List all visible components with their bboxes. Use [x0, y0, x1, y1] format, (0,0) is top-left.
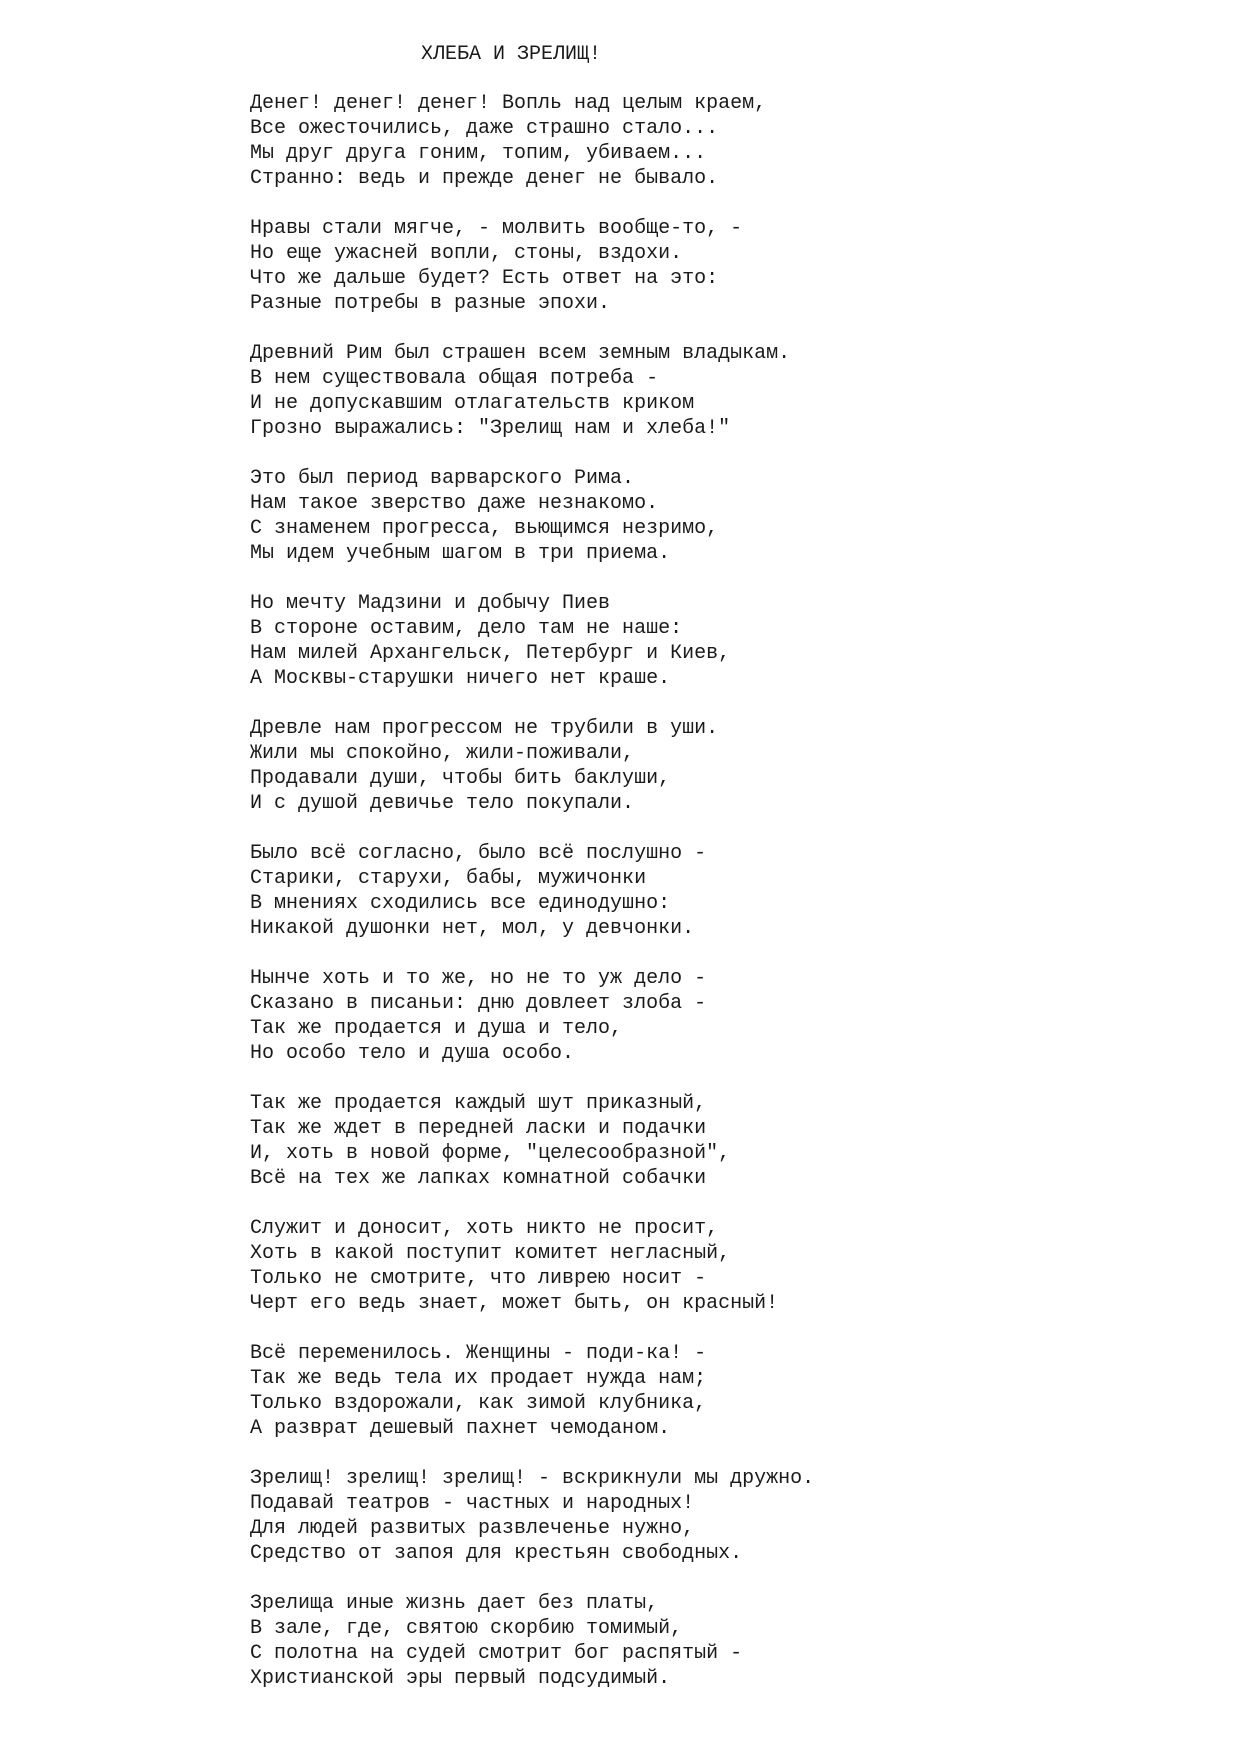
poem-line: Всё на тех же лапках комнатной собачки	[250, 1167, 707, 1190]
stanza	[250, 591, 814, 691]
poem-line: С полотна на судей смотрит бог распятый -	[250, 1642, 743, 1665]
poem-line: Зрелища иные жизнь дает без платы,	[250, 1592, 659, 1615]
stanza	[250, 716, 814, 816]
poem-line: Подавай театров - частных и народных!	[250, 1492, 695, 1515]
poem-line: С знаменем прогресса, вьющимся незримо,	[250, 517, 719, 540]
poem-line: Разные потребы в разные эпохи.	[250, 292, 611, 315]
poem-line: Но особо тело и душа особо.	[250, 1042, 575, 1065]
stanza	[250, 1216, 814, 1316]
poem-line: Так же ведь тела их продает нужда нам;	[250, 1367, 707, 1390]
poem-line: Все ожесточились, даже страшно стало...	[250, 117, 719, 140]
poem-line: Хоть в какой поступит комитет негласный,	[250, 1242, 731, 1265]
poem-line: А Москвы-старушки ничего нет краше.	[250, 667, 671, 690]
poem-line: Служит и доносит, хоть никто не просит,	[250, 1217, 719, 1240]
stanza	[250, 1466, 814, 1566]
poem-line: И, хоть в новой форме, "целесообразной",	[250, 1142, 731, 1165]
poem-line: Никакой душонки нет, мол, у девчонки.	[250, 917, 695, 940]
poem-line: Зрелищ! зрелищ! зрелищ! - вскрикнули мы дружно.	[250, 1467, 815, 1490]
poem-line: Нравы стали мягче, - молвить вообще-то, -	[250, 217, 743, 240]
poem-line: Мы друг друга гоним, топим, убиваем...	[250, 142, 707, 165]
poem-line: Так же продается и душа и тело,	[250, 1017, 623, 1040]
poem-line: И с душой девичье тело покупали.	[250, 792, 635, 815]
poem-line: Черт его ведь знает, может быть, он красный!	[250, 1292, 779, 1315]
poem-line: И не допускавшим отлагательств криком	[250, 392, 695, 415]
poem-line: В зале, где, святою скорбию томимый,	[250, 1617, 683, 1640]
poem-line: В мнениях сходились все единодушно:	[250, 892, 671, 915]
stanza	[250, 966, 814, 1066]
poem-line: Христианской эры первый подсудимый.	[250, 1667, 671, 1690]
poem-line: Так же продается каждый шут приказный,	[250, 1092, 707, 1115]
poem-line: Продавали души, чтобы бить баклуши,	[250, 767, 671, 790]
poem-line: Мы идем учебным шагом в три приема.	[250, 542, 671, 565]
stanza	[250, 341, 814, 441]
stanza	[250, 1591, 814, 1691]
stanza	[250, 1341, 814, 1441]
stanza	[250, 841, 814, 941]
poem-line: Что же дальше будет? Есть ответ на это:	[250, 267, 719, 290]
poem-title: ХЛЕБА И ЗРЕЛИЩ!	[421, 43, 602, 66]
poem-line: Нам милей Архангельск, Петербург и Киев,	[250, 642, 731, 665]
poem-line: Нам такое зверство даже незнакомо.	[250, 492, 659, 515]
poem-line: Всё переменилось. Женщины - поди-ка! -	[250, 1342, 707, 1365]
poem-line: Это был период варварского Рима.	[250, 467, 635, 490]
poem-line: Так же ждет в передней ласки и подачки	[250, 1117, 707, 1140]
poem-line: Древле нам прогрессом не трубили в уши.	[250, 717, 719, 740]
poem-line: Было всё согласно, было всё послушно -	[250, 842, 707, 865]
poem-line: Только не смотрите, что ливрею носит -	[250, 1267, 707, 1290]
stanza	[250, 91, 814, 191]
poem-line: Жили мы спокойно, жили-поживали,	[250, 742, 635, 765]
poem-body	[250, 91, 814, 1716]
poem-line: Грозно выражались: "Зрелищ нам и хлеба!"	[250, 417, 731, 440]
poem-line: Средство от запоя для крестьян свободных.	[250, 1542, 743, 1565]
stanza	[250, 216, 814, 316]
stanza	[250, 466, 814, 566]
poem-line: Но мечту Мадзини и добычу Пиев	[250, 592, 611, 615]
poem-line: Только вздорожали, как зимой клубника,	[250, 1392, 707, 1415]
stanza	[250, 1091, 814, 1191]
poem-line: Сказано в писаньи: дню довлеет злоба -	[250, 992, 707, 1015]
poem-line: А разврат дешевый пахнет чемоданом.	[250, 1417, 671, 1440]
poem-line: Но еще ужасней вопли, стоны, вздохи.	[250, 242, 683, 265]
poem-line: В стороне оставим, дело там не наше:	[250, 617, 683, 640]
poem-line: Старики, старухи, бабы, мужичонки	[250, 867, 647, 890]
poem-line: Для людей развитых развлеченье нужно,	[250, 1517, 695, 1540]
poem-line: Странно: ведь и прежде денег не бывало.	[250, 167, 719, 190]
poem-line: Нынче хоть и то же, но не то уж дело -	[250, 967, 707, 990]
poem-line: Денег! денег! денег! Вопль над целым краем,	[250, 92, 767, 115]
poem-line: В нем существовала общая потреба -	[250, 367, 659, 390]
poem-line: Древний Рим был страшен всем земным владыкам.	[250, 342, 791, 365]
